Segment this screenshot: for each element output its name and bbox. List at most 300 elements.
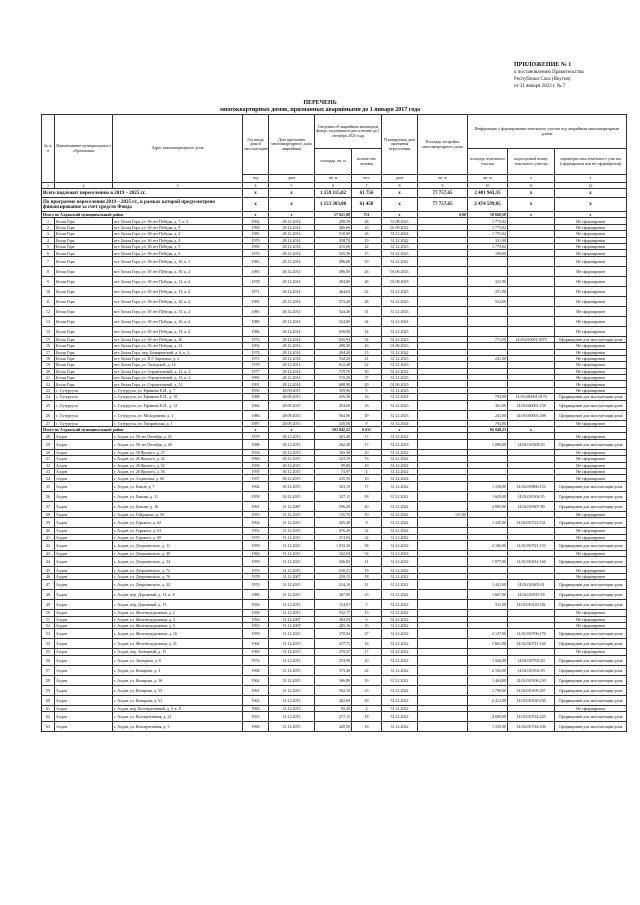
row-address: г. Алдан, ул. Железнодорожная, д. 3	[113, 616, 243, 622]
row-number: 7	[42, 256, 55, 266]
row-characteristic: Сформирован для эксплуатации дома	[555, 600, 627, 610]
row-municipality: Алдан	[55, 567, 113, 573]
row-number: 19	[42, 362, 55, 368]
row-cadastral	[508, 286, 555, 296]
row-planned: 31.12.2022	[382, 462, 418, 468]
row-people: 22	[352, 528, 382, 534]
row-characteristic: Сформирован для эксплуатации дома	[555, 722, 627, 732]
row-date: 28.12.2014	[269, 237, 315, 243]
row-year: 1986	[243, 410, 269, 420]
row-address: с. Сутурууха, ул. Ефимова Е.И., д. 12	[113, 400, 243, 410]
row-cadastral: 14:02:010102:93	[508, 665, 555, 675]
row-number: 48	[42, 590, 55, 600]
row-planned: 31.12.2022	[382, 491, 418, 501]
row-address: г. Алдан, ул. 50 Ярского, д. 27	[113, 449, 243, 455]
row-municipality: Белая Гора	[55, 326, 113, 336]
table-row	[42, 665, 627, 675]
row-land	[418, 296, 468, 306]
row-planned: 31.12.2023	[382, 410, 418, 420]
row-area: 573,20	[315, 296, 352, 306]
subtotal-planned: х	[382, 212, 418, 218]
row-date: 28.12.2014	[269, 355, 315, 361]
column-number: 1	[42, 183, 55, 189]
row-address: г. Алдан, ул. Дзержинского, д. 54	[113, 557, 243, 567]
row-area: 415,00	[315, 243, 352, 249]
row-people: 9	[352, 420, 382, 426]
row-characteristic: Не сформирован	[555, 468, 627, 474]
row-date: 28.12.2014	[269, 276, 315, 286]
row-land	[418, 712, 468, 722]
row-date: 28.12.2014	[269, 243, 315, 249]
row-people: 16	[352, 722, 382, 732]
table-row	[42, 518, 627, 528]
row-municipality: Алдан	[55, 685, 113, 695]
column-number: 6	[315, 183, 352, 189]
row-characteristic: Не сформирован	[555, 420, 627, 426]
row-planned: 31.12.2023	[382, 400, 418, 410]
row-address: пгт. Белая Гора, ул. 30 лет Победы, д. 19, к. 2	[113, 326, 243, 336]
row-municipality: Белая Гора	[55, 286, 113, 296]
row-area: 326,03	[315, 557, 352, 567]
row-year: 1966	[243, 400, 269, 410]
row-number: 39	[42, 518, 55, 528]
subtotal-land-area: 10 668,58	[468, 212, 508, 218]
row-planned: 31.12.2022	[382, 675, 418, 685]
summary-label: Всего подлежит переселению в 2019 – 2025 гг.	[42, 189, 243, 198]
row-date: 31.12.2015	[269, 665, 315, 675]
row-number: 57	[42, 665, 55, 675]
row-land-area: 2 192,00	[468, 665, 508, 675]
row-characteristic: Сформирован для эксплуатации дома	[555, 639, 627, 649]
table-row	[42, 400, 627, 410]
table-row	[42, 481, 627, 491]
row-planned: 31.12.2023	[382, 387, 418, 393]
row-area: 420,50	[315, 722, 352, 732]
row-characteristic: Сформирован для эксплуатации дома	[555, 400, 627, 410]
row-municipality: Белая Гора	[55, 237, 113, 243]
row-address: пгт. Белая Гора, ул. 30 лет Победы, д. 13, к. 2	[113, 286, 243, 296]
row-number: 29	[42, 439, 55, 449]
row-land-area: 241,00	[468, 410, 508, 420]
row-municipality: Белая Гора	[55, 256, 113, 266]
row-year: 1959	[243, 557, 269, 567]
row-cadastral: 14:02:010744:236	[508, 722, 555, 732]
row-date: 31.12.2015	[269, 550, 315, 556]
row-land	[418, 256, 468, 266]
row-year: 1959	[243, 629, 269, 639]
row-planned: 31.12.2022	[382, 433, 418, 439]
row-date: 30.12.2015	[269, 439, 315, 449]
row-year: 1986	[243, 316, 269, 326]
row-number: 22	[42, 381, 55, 387]
summary-year: х	[243, 189, 269, 198]
row-address: г. Алдан, ул. Алданская, д. 60	[113, 475, 243, 481]
row-planned: 31.12.2022	[382, 368, 418, 374]
row-land-area: 1 796,00	[468, 685, 508, 695]
row-cadastral	[508, 316, 555, 326]
row-land	[418, 580, 468, 590]
row-address: г. Алдан, пер. Кооперативный, д. 3, к. 8	[113, 705, 243, 711]
summary-area: 1 153 303,00	[315, 198, 352, 212]
row-cadastral: 14:02:010120:182	[508, 600, 555, 610]
row-date: 30.12.2015	[269, 481, 315, 491]
row-people: 17	[352, 649, 382, 655]
row-date: 31.12.2015	[269, 600, 315, 610]
row-planned: 31.12.2022	[382, 456, 418, 462]
row-municipality: Алдан	[55, 456, 113, 462]
unit-cadastral: х	[508, 175, 555, 183]
row-planned: 01.06.2023	[382, 266, 418, 276]
row-number: 3	[42, 231, 55, 237]
row-characteristic: Сформирован для эксплуатации дома	[555, 629, 627, 639]
row-municipality: Алдан	[55, 665, 113, 675]
row-planned: 31.12.2022	[382, 695, 418, 705]
row-planned: 31.12.2023	[382, 243, 418, 249]
table-row	[42, 685, 627, 695]
summary-area: 1 159 115,02	[315, 189, 352, 198]
row-municipality: Алдан	[55, 590, 113, 600]
row-number: 20	[42, 368, 55, 374]
row-area: 265,16	[315, 622, 352, 628]
row-municipality: Белая Гора	[55, 243, 113, 249]
table-row	[42, 410, 627, 420]
row-characteristic: Не сформирован	[555, 456, 627, 462]
row-year: 1981	[243, 296, 269, 306]
row-area: 370,04	[315, 629, 352, 639]
row-number: 42	[42, 540, 55, 550]
subtotal-cadastral: х	[508, 427, 555, 433]
row-municipality: Алдан	[55, 557, 113, 567]
row-year: 1966	[243, 722, 269, 732]
row-cadastral: 14:03:010001:0078	[508, 336, 555, 342]
row-number: 5	[42, 243, 55, 249]
row-address: пгт. Белая Гора, ул. 30 лет Победы, д. 10, к. 1	[113, 256, 243, 266]
title-subheading: многоквартирных домов, признанных аварийными до 1 января 2017 года	[219, 107, 421, 113]
row-people: 24	[352, 534, 382, 540]
row-year: 1990	[243, 224, 269, 230]
row-municipality: Белая Гора	[55, 362, 113, 368]
row-planned: 31.08.2023	[382, 218, 418, 224]
row-number: 21	[42, 375, 55, 381]
row-area: 845,94	[315, 336, 352, 342]
row-date: 28.12.2014	[269, 326, 315, 336]
row-area: 262,40	[315, 439, 352, 449]
row-year: 1953	[243, 712, 269, 722]
row-date: 31.12.2015	[269, 534, 315, 540]
row-land-area: 1 464,00	[468, 675, 508, 685]
row-people: 16	[352, 622, 382, 628]
row-municipality: с. Сутурууха	[55, 387, 113, 393]
row-characteristic: Не сформирован	[555, 306, 627, 316]
row-people: 13	[352, 456, 382, 462]
row-planned: 31.12.2022	[382, 610, 418, 616]
row-municipality: Белая Гора	[55, 368, 113, 374]
row-year: 1985	[243, 231, 269, 237]
row-year: 1983	[243, 256, 269, 266]
document-title	[80, 100, 560, 114]
row-planned: 01.06.2023	[382, 343, 418, 349]
row-people: 26	[352, 231, 382, 237]
row-cadastral	[508, 276, 555, 286]
row-land	[418, 600, 468, 610]
row-land-area: 2 005,00	[468, 501, 508, 511]
row-number: 8	[42, 266, 55, 276]
row-area: 367,00	[315, 590, 352, 600]
row-people: 4	[352, 705, 382, 711]
row-cadastral: 14:02:010721:153	[508, 540, 555, 550]
row-address: г. Алдан, ул. 50 лет Октября, д. 45	[113, 433, 243, 439]
row-area: 476,20	[315, 528, 352, 534]
row-number: 14	[42, 326, 55, 336]
row-characteristic: Не сформирован	[555, 250, 627, 256]
row-year: 1979	[243, 237, 269, 243]
row-land	[418, 665, 468, 675]
header-date: Дата признания многоквартирного дома аварийным	[269, 115, 315, 175]
row-planned: 31.12.2022	[382, 616, 418, 622]
header-cadastral: кадастровый номер земельного участка	[508, 149, 555, 175]
row-area: 932,77	[315, 610, 352, 616]
unit-characteristic: х	[555, 175, 627, 183]
row-area: 454,60	[315, 400, 352, 410]
row-date: 31.12.2015	[269, 540, 315, 550]
row-people: 11	[352, 557, 382, 567]
row-date: 31.12.2015	[269, 629, 315, 639]
row-characteristic: Не сформирован	[555, 276, 627, 286]
header-year: Год ввода дома в эксплуатацию	[243, 115, 269, 175]
summary-cadastral: х	[508, 198, 555, 212]
row-characteristic: Не сформирован	[555, 231, 627, 237]
row-number: 10	[42, 286, 55, 296]
row-year: 1959	[243, 540, 269, 550]
row-land	[418, 276, 468, 286]
unit-people: чел.	[352, 175, 382, 183]
subtotal-area: 101 842,52	[315, 427, 352, 433]
subtotal-date: х	[269, 427, 315, 433]
row-address: г. Алдан, ул. Горького, д. 63	[113, 528, 243, 534]
row-address: г. Алдан, ул. Дзержинского, д. 48	[113, 550, 243, 556]
row-municipality: Белая Гора	[55, 355, 113, 361]
summary-characteristic: х	[555, 189, 627, 198]
row-planned: 31.12.2023	[382, 362, 418, 368]
row-people: 24	[352, 665, 382, 675]
row-municipality: Алдан	[55, 655, 113, 665]
row-date: 28.12.2014	[269, 349, 315, 355]
row-year: 1964	[243, 481, 269, 491]
row-area: 496,00	[315, 256, 352, 266]
row-characteristic: Сформирован для эксплуатации дома	[555, 675, 627, 685]
row-characteristic: Не сформирован	[555, 449, 627, 455]
row-characteristic: Сформирован для эксплуатации дома	[555, 540, 627, 550]
row-land	[418, 266, 468, 276]
table-row	[42, 439, 627, 449]
row-land-area: 1 667,00	[468, 590, 508, 600]
row-address: г. Алдан, пер. Дорожный, д. 15	[113, 600, 243, 610]
row-planned: 31.12.2022	[382, 468, 418, 474]
table-header	[42, 115, 627, 189]
row-address: г. Алдан, ул. Заозерная, д. 8	[113, 655, 243, 665]
row-planned: 31.12.2022	[382, 665, 418, 675]
row-municipality: Белая Гора	[55, 336, 113, 342]
row-land-area: 1 775,02	[468, 218, 508, 224]
row-municipality: Белая Гора	[55, 218, 113, 224]
row-date: 31.12.2007	[269, 622, 315, 628]
header-address: Адрес многоквартирного дома	[113, 115, 243, 183]
row-people: 31	[352, 306, 382, 316]
row-people: 54	[352, 336, 382, 342]
row-people: 18	[352, 712, 382, 722]
row-people: 18	[352, 573, 382, 579]
row-land	[418, 306, 468, 316]
row-number: 35	[42, 481, 55, 491]
row-characteristic: Не сформирован	[555, 218, 627, 224]
row-characteristic: Сформирован для эксплуатации дома	[555, 665, 627, 675]
column-number: 4	[243, 183, 269, 189]
row-date: 30.12.2015	[269, 491, 315, 501]
row-date: 31.12.2015	[269, 685, 315, 695]
row-number: 34	[42, 475, 55, 481]
row-address: г. Алдан, ул. 26 Ярского, д. 52	[113, 462, 243, 468]
row-planned: 31.12.2022	[382, 580, 418, 590]
row-land-area: 794,00	[468, 420, 508, 426]
row-number: 6	[42, 250, 55, 256]
row-land	[418, 439, 468, 449]
summary-planned: х	[382, 198, 418, 212]
subtotal-people: 751	[352, 212, 382, 218]
row-land: 131,80	[418, 511, 468, 517]
row-address: г. Алдан, ул. Железнодорожная, д. 2	[113, 610, 243, 616]
row-land-area: 311,00	[468, 600, 508, 610]
row-year: 1983	[243, 375, 269, 381]
row-date: 28.09.2015	[269, 400, 315, 410]
row-area: 114,91	[315, 600, 352, 610]
row-year: 1974	[243, 655, 269, 665]
row-date: 28.12.2014	[269, 362, 315, 368]
row-number: 17	[42, 349, 55, 355]
table-row	[42, 600, 627, 610]
row-date: 31.12.2007	[269, 501, 315, 511]
row-year: 1958	[243, 491, 269, 501]
summary-date: х	[269, 198, 315, 212]
row-date: 28.12.2014	[269, 375, 315, 381]
row-municipality: Белая Гора	[55, 266, 113, 276]
row-area: 498,30	[315, 218, 352, 224]
row-people: 58	[352, 540, 382, 550]
row-address: г. Алдан, ул. 26 Ярского, д. 56	[113, 468, 243, 474]
row-cadastral: 14:02:010722:131	[508, 518, 555, 528]
row-area: 524,40	[315, 306, 352, 316]
row-area: 320,00	[315, 420, 352, 426]
row-number: 30	[42, 449, 55, 455]
unit-land-area: кв. м	[468, 175, 508, 183]
row-planned: 31.12.2023	[382, 250, 418, 256]
row-area: 235,50	[315, 475, 352, 481]
row-area: 374,03	[315, 534, 352, 540]
row-address: г. Алдан, ул. 50 лет Октября, д. 48	[113, 439, 243, 449]
row-land	[418, 286, 468, 296]
row-year: 1978	[243, 362, 269, 368]
row-people: 23	[352, 590, 382, 600]
row-characteristic: Не сформирован	[555, 573, 627, 579]
row-municipality: Алдан	[55, 580, 113, 590]
subtotal-date: х	[269, 212, 315, 218]
row-date: 28.09.2015	[269, 410, 315, 420]
row-number: 27	[42, 420, 55, 426]
row-municipality: Алдан	[55, 528, 113, 534]
subtotal-label: Итого по Алданский муниципальный район	[42, 427, 243, 433]
row-planned: 31.12.2022	[382, 557, 418, 567]
row-year: 1986	[243, 590, 269, 600]
header-people: количество человек	[352, 149, 382, 175]
table-row	[42, 557, 627, 567]
row-address: пгт. Белая Гора, пер. Бочкаревский, д. 6, к. 2	[113, 349, 243, 355]
row-characteristic: Не сформирован	[555, 528, 627, 534]
row-municipality: Алдан	[55, 600, 113, 610]
row-date: 28.12.2014	[269, 286, 315, 296]
row-year: 1978	[243, 349, 269, 355]
row-number: 46	[42, 573, 55, 579]
row-area: 95,28	[315, 705, 352, 711]
row-area: 332,20	[315, 355, 352, 361]
row-address: г. Алдан, ул. Горького, д. 62	[113, 518, 243, 528]
row-address: пгт. Белая Гора, ул. Складской, д. 14	[113, 362, 243, 368]
row-year: 1950	[243, 387, 269, 393]
row-planned: 31.12.2024	[382, 316, 418, 326]
row-people: 29	[352, 695, 382, 705]
row-characteristic: Не сформирован	[555, 433, 627, 439]
row-address: г. Алдан, ул. Комарова, д. 55	[113, 685, 243, 695]
row-people: 19	[352, 237, 382, 243]
row-land-area: 1 441,00	[468, 580, 508, 590]
row-year: 1990	[243, 243, 269, 249]
row-land-area: 1 156,00	[468, 481, 508, 491]
row-area: 524,00	[315, 316, 352, 326]
unit-date: дата	[269, 175, 315, 183]
row-cadastral: 14:02:010721:166	[508, 639, 555, 649]
row-planned: 31.12.2022	[382, 237, 418, 243]
row-address: пгт. Белая Гора, ул. Строительный, д. 51	[113, 381, 243, 387]
row-address: пгт. Белая Гора, ул. 30 лет Победы, д. 10, к. 2	[113, 266, 243, 276]
row-characteristic: Не сформирован	[555, 649, 627, 655]
row-cadastral: 14:02:010508:43	[508, 439, 555, 449]
row-area: 612,40	[315, 362, 352, 368]
row-date: 28.12.2014	[269, 250, 315, 256]
row-address: пгт. Белая Гора, ул. 30 лет Победы, д. 5	[113, 243, 243, 249]
row-address: с. Сутурууха, ул. Гагаринская, д. 1	[113, 420, 243, 426]
row-date: 31.12.2007	[269, 573, 315, 579]
row-municipality: Белая Гора	[55, 306, 113, 316]
row-number: 51	[42, 616, 55, 622]
row-people: 22	[352, 243, 382, 249]
row-people: 38	[352, 218, 382, 224]
row-people: 20	[352, 655, 382, 665]
row-people: 28	[352, 276, 382, 286]
row-characteristic: Сформирован для эксплуатации дома	[555, 685, 627, 695]
row-number: 18	[42, 355, 55, 361]
row-people: 19	[352, 410, 382, 420]
row-number: 31	[42, 456, 55, 462]
row-land-area: 771,50	[468, 336, 508, 342]
row-address: г. Алдан, ул. Дзержинского, д. 76	[113, 573, 243, 579]
row-number: 40	[42, 528, 55, 534]
table-row	[42, 316, 627, 326]
row-number: 2	[42, 224, 55, 230]
row-characteristic: Не сформирован	[555, 326, 627, 336]
row-people: 10	[352, 462, 382, 468]
row-municipality: Белая Гора	[55, 343, 113, 349]
row-date: 31.12.2015	[269, 557, 315, 567]
row-planned: 31.12.2023	[382, 550, 418, 556]
row-address: с. Сутурууха, ул. Молодежная, д. 1	[113, 410, 243, 420]
